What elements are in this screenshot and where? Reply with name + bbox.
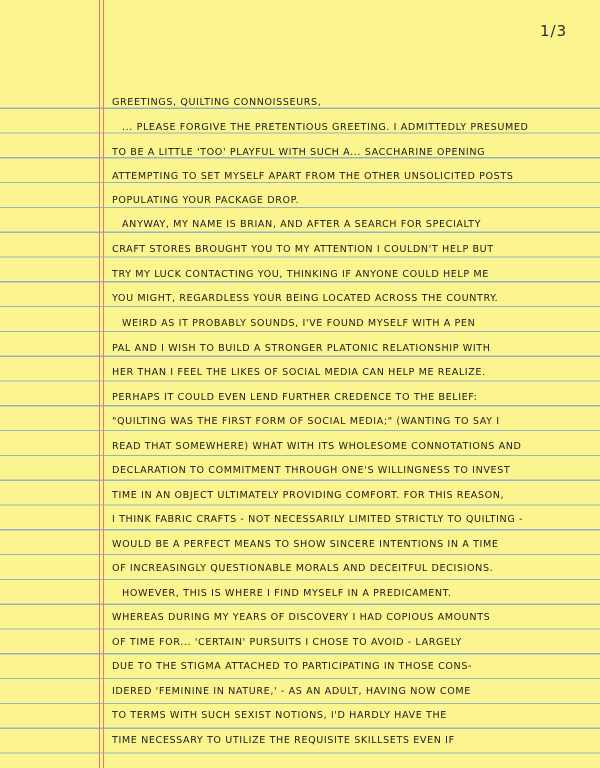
text-line: PERHAPS IT COULD EVEN LEND FURTHER CREDENCE TO THE BELIEF: <box>112 392 478 403</box>
text-line: POPULATING YOUR PACKAGE DROP. <box>112 195 300 206</box>
text-line: TIME IN AN OBJECT ULTIMATELY PROVIDING COMFORT. FOR THIS REASON, <box>112 490 505 501</box>
margin-line-right <box>103 0 104 768</box>
text-line: TIME NECESSARY TO UTILIZE THE REQUISITE SKILLSETS EVEN IF <box>112 735 455 746</box>
text-line: OF INCREASINGLY QUESTIONABLE MORALS AND DECEITFUL DECISIONS. <box>112 563 494 574</box>
text-line: PAL AND I WISH TO BUILD A STRONGER PLATONIC RELATIONSHIP WITH <box>112 343 491 354</box>
margin-line-left <box>99 0 100 768</box>
text-line: DECLARATION TO COMMITMENT THROUGH ONE'S WILLINGNESS TO INVEST <box>112 465 511 476</box>
text-line: I THINK FABRIC CRAFTS - NOT NECESSARILY LIMITED STRICTLY TO QUILTING - <box>112 514 524 525</box>
text-line: WEIRD AS IT PROBABLY SOUNDS, I'VE FOUND MYSELF WITH A PEN <box>122 318 476 329</box>
text-line: OF TIME FOR... 'CERTAIN' PURSUITS I CHOSE TO AVOID - LARGELY <box>112 637 462 648</box>
text-line: IDERED 'FEMININE IN NATURE,' - AS AN ADULT, HAVING NOW COME <box>112 686 471 697</box>
text-line: ... PLEASE FORGIVE THE PRETENTIOUS GREETING. I ADMITTEDLY PRESUMED <box>122 122 529 133</box>
text-line: READ THAT SOMEWHERE) WHAT WITH ITS WHOLESOME CONNOTATIONS AND <box>112 441 522 452</box>
text-line: HER THAN I FEEL THE LIKES OF SOCIAL MEDIA CAN HELP ME REALIZE. <box>112 367 486 378</box>
page-number: 1/3 <box>540 22 568 40</box>
text-line: HOWEVER, THIS IS WHERE I FIND MYSELF IN A PREDICAMENT. <box>122 588 452 599</box>
text-line: ANYWAY, MY NAME IS BRIAN, AND AFTER A SEARCH FOR SPECIALTY <box>122 219 482 230</box>
text-line: TO TERMS WITH SUCH SEXIST NOTIONS, I'D HARDLY HAVE THE <box>112 710 447 721</box>
text-line: TRY MY LUCK CONTACTING YOU, THINKING IF ANYONE COULD HELP ME <box>112 269 489 280</box>
text-line: YOU MIGHT, REGARDLESS YOUR BEING LOCATED ACROSS THE COUNTRY. <box>112 293 499 304</box>
text-line: GREETINGS, QUILTING CONNOISSEURS, <box>112 97 322 108</box>
text-line: DUE TO THE STIGMA ATTACHED TO PARTICIPATING IN THOSE CONS- <box>112 661 473 672</box>
text-line: "QUILTING WAS THE FIRST FORM OF SOCIAL MEDIA;" (WANTING TO SAY I <box>112 416 500 427</box>
text-line: CRAFT STORES BROUGHT YOU TO MY ATTENTION I COULDN'T HELP BUT <box>112 244 494 255</box>
text-line: ATTEMPTING TO SET MYSELF APART FROM THE OTHER UNSOLICITED POSTS <box>112 171 514 182</box>
text-line: TO BE A LITTLE 'TOO' PLAYFUL WITH SUCH A... SACCHARINE OPENING <box>112 147 486 158</box>
text-line: WHEREAS DURING MY YEARS OF DISCOVERY I HAD COPIOUS AMOUNTS <box>112 612 491 623</box>
text-line: WOULD BE A PERFECT MEANS TO SHOW SINCERE INTENTIONS IN A TIME <box>112 539 499 550</box>
